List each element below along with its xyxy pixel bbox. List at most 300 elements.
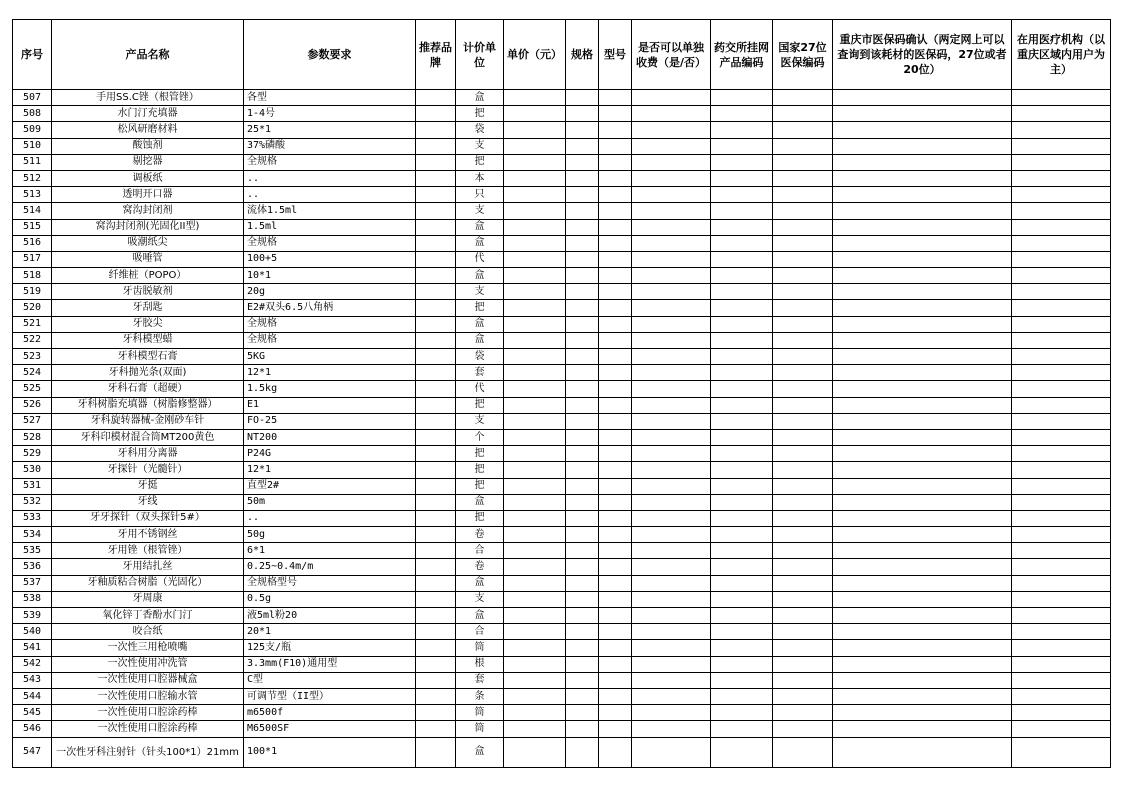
table-row bbox=[13, 284, 1111, 300]
cell-drug-code bbox=[711, 90, 773, 106]
cell-size bbox=[566, 90, 599, 106]
table-row bbox=[13, 527, 1111, 543]
cell-size bbox=[566, 446, 599, 462]
cell-price bbox=[504, 300, 566, 316]
cell-drug-code bbox=[711, 251, 773, 267]
cell-price bbox=[504, 559, 566, 575]
cell-model bbox=[599, 268, 632, 284]
cell-institution bbox=[1012, 413, 1111, 429]
cell-brand bbox=[416, 187, 456, 203]
cell-unit: 盒 bbox=[456, 608, 504, 624]
cell-name: 牙科抛光条(双面) bbox=[52, 365, 244, 381]
cell-size bbox=[566, 154, 599, 170]
cell-cq-code bbox=[833, 219, 1012, 235]
cell-seq: 526 bbox=[13, 397, 52, 413]
cell-model bbox=[599, 397, 632, 413]
cell-model bbox=[599, 591, 632, 607]
cell-model bbox=[599, 575, 632, 591]
cell-national-code bbox=[773, 640, 833, 656]
cell-charge bbox=[632, 543, 711, 559]
cell-price bbox=[504, 90, 566, 106]
cell-size bbox=[566, 575, 599, 591]
cell-seq: 529 bbox=[13, 446, 52, 462]
cell-brand bbox=[416, 478, 456, 494]
table-row bbox=[13, 154, 1111, 170]
cell-drug-code bbox=[711, 219, 773, 235]
cell-price bbox=[504, 478, 566, 494]
cell-model bbox=[599, 106, 632, 122]
cell-model bbox=[599, 527, 632, 543]
cell-size bbox=[566, 365, 599, 381]
cell-drug-code bbox=[711, 721, 773, 737]
cell-unit: 袋 bbox=[456, 349, 504, 365]
cell-cq-code bbox=[833, 235, 1012, 251]
cell-name: 调板纸 bbox=[52, 170, 244, 186]
cell-drug-code bbox=[711, 494, 773, 510]
cell-seq: 522 bbox=[13, 332, 52, 348]
cell-charge bbox=[632, 591, 711, 607]
cell-drug-code bbox=[711, 478, 773, 494]
cell-model bbox=[599, 235, 632, 251]
cell-model bbox=[599, 170, 632, 186]
cell-price bbox=[504, 737, 566, 767]
cell-price bbox=[504, 413, 566, 429]
cell-name: 牙胶尖 bbox=[52, 316, 244, 332]
header-cq-code: 重庆市医保码确认（两定网上可以查询到该耗材的医保码，27位或者20位） bbox=[833, 20, 1012, 90]
cell-spec: 125支/瓶 bbox=[244, 640, 416, 656]
cell-seq: 533 bbox=[13, 510, 52, 526]
cell-institution bbox=[1012, 591, 1111, 607]
cell-seq: 547 bbox=[13, 737, 52, 767]
cell-brand bbox=[416, 300, 456, 316]
table-row bbox=[13, 122, 1111, 138]
cell-institution bbox=[1012, 527, 1111, 543]
cell-spec: NT200 bbox=[244, 429, 416, 445]
cell-charge bbox=[632, 106, 711, 122]
cell-cq-code bbox=[833, 397, 1012, 413]
cell-name: 牙探针（光髓针） bbox=[52, 462, 244, 478]
cell-model bbox=[599, 316, 632, 332]
cell-spec: 20*1 bbox=[244, 624, 416, 640]
cell-national-code bbox=[773, 510, 833, 526]
cell-national-code bbox=[773, 300, 833, 316]
cell-drug-code bbox=[711, 170, 773, 186]
cell-drug-code bbox=[711, 235, 773, 251]
cell-brand bbox=[416, 235, 456, 251]
cell-charge bbox=[632, 251, 711, 267]
cell-brand bbox=[416, 640, 456, 656]
cell-spec: E1 bbox=[244, 397, 416, 413]
cell-seq: 524 bbox=[13, 365, 52, 381]
cell-seq: 538 bbox=[13, 591, 52, 607]
cell-model bbox=[599, 251, 632, 267]
cell-size bbox=[566, 543, 599, 559]
cell-price bbox=[504, 688, 566, 704]
cell-unit: 盒 bbox=[456, 268, 504, 284]
cell-institution bbox=[1012, 106, 1111, 122]
cell-name: 窝沟封闭剂(光固化II型) bbox=[52, 219, 244, 235]
cell-spec: 37%磷酸 bbox=[244, 138, 416, 154]
cell-unit: 盒 bbox=[456, 575, 504, 591]
cell-unit: 盒 bbox=[456, 219, 504, 235]
cell-size bbox=[566, 316, 599, 332]
cell-national-code bbox=[773, 527, 833, 543]
cell-spec: 0.5g bbox=[244, 591, 416, 607]
cell-size bbox=[566, 381, 599, 397]
cell-price bbox=[504, 624, 566, 640]
cell-name: 牙用锉（根管锉） bbox=[52, 543, 244, 559]
cell-national-code bbox=[773, 705, 833, 721]
cell-unit: 合 bbox=[456, 624, 504, 640]
cell-spec: E2#双头6.5八角柄 bbox=[244, 300, 416, 316]
cell-charge bbox=[632, 705, 711, 721]
cell-name: 牙挺 bbox=[52, 478, 244, 494]
table-row bbox=[13, 688, 1111, 704]
cell-spec: 各型 bbox=[244, 90, 416, 106]
header-name: 产品名称 bbox=[52, 20, 244, 90]
cell-size bbox=[566, 591, 599, 607]
cell-institution bbox=[1012, 138, 1111, 154]
header-drug-code: 药交所挂网产品编码 bbox=[711, 20, 773, 90]
cell-model bbox=[599, 624, 632, 640]
cell-cq-code bbox=[833, 705, 1012, 721]
cell-model bbox=[599, 559, 632, 575]
cell-name: 一次性使用口腔器械盒 bbox=[52, 672, 244, 688]
cell-cq-code bbox=[833, 656, 1012, 672]
cell-brand bbox=[416, 122, 456, 138]
cell-institution bbox=[1012, 494, 1111, 510]
header-seq: 序号 bbox=[13, 20, 52, 90]
cell-price bbox=[504, 251, 566, 267]
cell-cq-code bbox=[833, 349, 1012, 365]
cell-national-code bbox=[773, 429, 833, 445]
cell-name: 一次性使用冲洗管 bbox=[52, 656, 244, 672]
cell-seq: 507 bbox=[13, 90, 52, 106]
table-row bbox=[13, 413, 1111, 429]
cell-institution bbox=[1012, 170, 1111, 186]
cell-price bbox=[504, 219, 566, 235]
cell-cq-code bbox=[833, 429, 1012, 445]
cell-brand bbox=[416, 219, 456, 235]
cell-national-code bbox=[773, 349, 833, 365]
table-row bbox=[13, 268, 1111, 284]
table-row bbox=[13, 332, 1111, 348]
header-size: 规格 bbox=[566, 20, 599, 90]
cell-drug-code bbox=[711, 527, 773, 543]
cell-seq: 532 bbox=[13, 494, 52, 510]
cell-spec: 12*1 bbox=[244, 365, 416, 381]
cell-spec: 全规格型号 bbox=[244, 575, 416, 591]
cell-national-code bbox=[773, 284, 833, 300]
cell-drug-code bbox=[711, 510, 773, 526]
cell-national-code bbox=[773, 122, 833, 138]
cell-size bbox=[566, 251, 599, 267]
cell-seq: 519 bbox=[13, 284, 52, 300]
cell-unit: 把 bbox=[456, 462, 504, 478]
cell-model bbox=[599, 122, 632, 138]
cell-cq-code bbox=[833, 527, 1012, 543]
cell-institution bbox=[1012, 154, 1111, 170]
cell-charge bbox=[632, 575, 711, 591]
cell-unit: 把 bbox=[456, 106, 504, 122]
table-row bbox=[13, 559, 1111, 575]
cell-drug-code bbox=[711, 543, 773, 559]
table-row bbox=[13, 494, 1111, 510]
cell-brand bbox=[416, 170, 456, 186]
cell-cq-code bbox=[833, 640, 1012, 656]
cell-unit: 把 bbox=[456, 154, 504, 170]
cell-institution bbox=[1012, 624, 1111, 640]
cell-price bbox=[504, 494, 566, 510]
cell-institution bbox=[1012, 705, 1111, 721]
cell-size bbox=[566, 300, 599, 316]
cell-cq-code bbox=[833, 721, 1012, 737]
cell-name: 一次性使用口腔输水管 bbox=[52, 688, 244, 704]
table-row bbox=[13, 462, 1111, 478]
cell-brand bbox=[416, 446, 456, 462]
cell-unit: 支 bbox=[456, 284, 504, 300]
cell-unit: 盒 bbox=[456, 90, 504, 106]
cell-charge bbox=[632, 170, 711, 186]
cell-model bbox=[599, 203, 632, 219]
header-charge: 是否可以单独收费（是/否） bbox=[632, 20, 711, 90]
cell-unit: 根 bbox=[456, 656, 504, 672]
cell-cq-code bbox=[833, 365, 1012, 381]
cell-model bbox=[599, 187, 632, 203]
cell-drug-code bbox=[711, 672, 773, 688]
cell-cq-code bbox=[833, 106, 1012, 122]
cell-unit: 筒 bbox=[456, 721, 504, 737]
table-row bbox=[13, 721, 1111, 737]
cell-size bbox=[566, 527, 599, 543]
cell-brand bbox=[416, 381, 456, 397]
cell-model bbox=[599, 365, 632, 381]
cell-brand bbox=[416, 365, 456, 381]
cell-charge bbox=[632, 624, 711, 640]
cell-model bbox=[599, 478, 632, 494]
cell-drug-code bbox=[711, 446, 773, 462]
cell-cq-code bbox=[833, 543, 1012, 559]
cell-model bbox=[599, 154, 632, 170]
cell-cq-code bbox=[833, 170, 1012, 186]
cell-size bbox=[566, 203, 599, 219]
cell-national-code bbox=[773, 365, 833, 381]
cell-name: 牙周康 bbox=[52, 591, 244, 607]
cell-drug-code bbox=[711, 397, 773, 413]
cell-seq: 528 bbox=[13, 429, 52, 445]
cell-price bbox=[504, 672, 566, 688]
cell-cq-code bbox=[833, 284, 1012, 300]
cell-spec: .. bbox=[244, 187, 416, 203]
cell-unit: 合 bbox=[456, 543, 504, 559]
table-row bbox=[13, 608, 1111, 624]
cell-seq: 527 bbox=[13, 413, 52, 429]
cell-price bbox=[504, 349, 566, 365]
cell-price bbox=[504, 122, 566, 138]
cell-brand bbox=[416, 106, 456, 122]
cell-charge bbox=[632, 203, 711, 219]
cell-charge bbox=[632, 284, 711, 300]
table-row bbox=[13, 381, 1111, 397]
cell-brand bbox=[416, 316, 456, 332]
cell-charge bbox=[632, 154, 711, 170]
cell-size bbox=[566, 737, 599, 767]
cell-national-code bbox=[773, 154, 833, 170]
cell-model bbox=[599, 656, 632, 672]
cell-seq: 510 bbox=[13, 138, 52, 154]
cell-charge bbox=[632, 413, 711, 429]
cell-cq-code bbox=[833, 316, 1012, 332]
cell-charge bbox=[632, 656, 711, 672]
cell-drug-code bbox=[711, 559, 773, 575]
cell-charge bbox=[632, 721, 711, 737]
cell-brand bbox=[416, 397, 456, 413]
cell-drug-code bbox=[711, 624, 773, 640]
cell-spec: 100+5 bbox=[244, 251, 416, 267]
cell-drug-code bbox=[711, 381, 773, 397]
cell-drug-code bbox=[711, 122, 773, 138]
cell-cq-code bbox=[833, 268, 1012, 284]
cell-unit: 支 bbox=[456, 591, 504, 607]
cell-brand bbox=[416, 413, 456, 429]
table-row bbox=[13, 316, 1111, 332]
cell-name: 牙用不锈钢丝 bbox=[52, 527, 244, 543]
cell-size bbox=[566, 608, 599, 624]
table-row bbox=[13, 251, 1111, 267]
cell-institution bbox=[1012, 316, 1111, 332]
cell-charge bbox=[632, 300, 711, 316]
cell-national-code bbox=[773, 656, 833, 672]
table-row bbox=[13, 446, 1111, 462]
cell-model bbox=[599, 721, 632, 737]
cell-price bbox=[504, 106, 566, 122]
header-institution: 在用医疗机构（以重庆区域内用户为主） bbox=[1012, 20, 1111, 90]
cell-unit: 把 bbox=[456, 478, 504, 494]
cell-national-code bbox=[773, 624, 833, 640]
cell-national-code bbox=[773, 332, 833, 348]
cell-seq: 539 bbox=[13, 608, 52, 624]
cell-name: 牙科旋转器械-金刚砂车针 bbox=[52, 413, 244, 429]
cell-institution bbox=[1012, 446, 1111, 462]
cell-brand bbox=[416, 624, 456, 640]
cell-charge bbox=[632, 381, 711, 397]
cell-drug-code bbox=[711, 300, 773, 316]
cell-charge bbox=[632, 219, 711, 235]
cell-cq-code bbox=[833, 462, 1012, 478]
cell-model bbox=[599, 300, 632, 316]
cell-name: 牙科模型蜡 bbox=[52, 332, 244, 348]
cell-price bbox=[504, 462, 566, 478]
cell-charge bbox=[632, 559, 711, 575]
cell-spec: 3.3mm(F10)通用型 bbox=[244, 656, 416, 672]
cell-model bbox=[599, 608, 632, 624]
cell-brand bbox=[416, 494, 456, 510]
cell-seq: 536 bbox=[13, 559, 52, 575]
cell-model bbox=[599, 90, 632, 106]
cell-drug-code bbox=[711, 429, 773, 445]
cell-brand bbox=[416, 284, 456, 300]
cell-name: 一次性牙科注射针（针头100*1）21mm bbox=[52, 737, 244, 767]
cell-national-code bbox=[773, 106, 833, 122]
cell-cq-code bbox=[833, 624, 1012, 640]
cell-price bbox=[504, 705, 566, 721]
cell-size bbox=[566, 721, 599, 737]
cell-spec: 50g bbox=[244, 527, 416, 543]
table-row bbox=[13, 187, 1111, 203]
cell-institution bbox=[1012, 268, 1111, 284]
cell-national-code bbox=[773, 575, 833, 591]
cell-charge bbox=[632, 672, 711, 688]
cell-price bbox=[504, 332, 566, 348]
cell-unit: 盒 bbox=[456, 494, 504, 510]
header-price: 单价（元） bbox=[504, 20, 566, 90]
cell-unit: 卷 bbox=[456, 559, 504, 575]
cell-unit: 盒 bbox=[456, 235, 504, 251]
cell-size bbox=[566, 106, 599, 122]
cell-cq-code bbox=[833, 203, 1012, 219]
cell-charge bbox=[632, 122, 711, 138]
cell-seq: 546 bbox=[13, 721, 52, 737]
cell-institution bbox=[1012, 381, 1111, 397]
cell-price bbox=[504, 284, 566, 300]
cell-name: 牙科模型石膏 bbox=[52, 349, 244, 365]
cell-spec: 6*1 bbox=[244, 543, 416, 559]
cell-cq-code bbox=[833, 672, 1012, 688]
cell-charge bbox=[632, 187, 711, 203]
cell-size bbox=[566, 397, 599, 413]
cell-price bbox=[504, 656, 566, 672]
cell-unit: 本 bbox=[456, 170, 504, 186]
table-row bbox=[13, 300, 1111, 316]
cell-spec: 25*1 bbox=[244, 122, 416, 138]
cell-cq-code bbox=[833, 90, 1012, 106]
cell-brand bbox=[416, 154, 456, 170]
cell-unit: 把 bbox=[456, 446, 504, 462]
cell-brand bbox=[416, 543, 456, 559]
cell-unit: 套 bbox=[456, 672, 504, 688]
cell-seq: 520 bbox=[13, 300, 52, 316]
cell-name: 窝沟封闭剂 bbox=[52, 203, 244, 219]
cell-national-code bbox=[773, 219, 833, 235]
cell-spec: .. bbox=[244, 170, 416, 186]
cell-name: 氧化锌丁香酚水门汀 bbox=[52, 608, 244, 624]
cell-spec: 1-4号 bbox=[244, 106, 416, 122]
cell-brand bbox=[416, 575, 456, 591]
cell-institution bbox=[1012, 122, 1111, 138]
cell-size bbox=[566, 705, 599, 721]
cell-brand bbox=[416, 527, 456, 543]
cell-national-code bbox=[773, 672, 833, 688]
cell-charge bbox=[632, 90, 711, 106]
cell-national-code bbox=[773, 381, 833, 397]
header-unit: 计价单位 bbox=[456, 20, 504, 90]
cell-charge bbox=[632, 737, 711, 767]
cell-name: 剔挖器 bbox=[52, 154, 244, 170]
cell-national-code bbox=[773, 397, 833, 413]
cell-seq: 515 bbox=[13, 219, 52, 235]
cell-size bbox=[566, 494, 599, 510]
cell-seq: 537 bbox=[13, 575, 52, 591]
cell-institution bbox=[1012, 575, 1111, 591]
cell-name: 一次性使用口腔涂药棒 bbox=[52, 705, 244, 721]
cell-charge bbox=[632, 446, 711, 462]
cell-size bbox=[566, 559, 599, 575]
cell-institution bbox=[1012, 672, 1111, 688]
cell-drug-code bbox=[711, 349, 773, 365]
cell-drug-code bbox=[711, 688, 773, 704]
cell-price bbox=[504, 154, 566, 170]
cell-size bbox=[566, 122, 599, 138]
